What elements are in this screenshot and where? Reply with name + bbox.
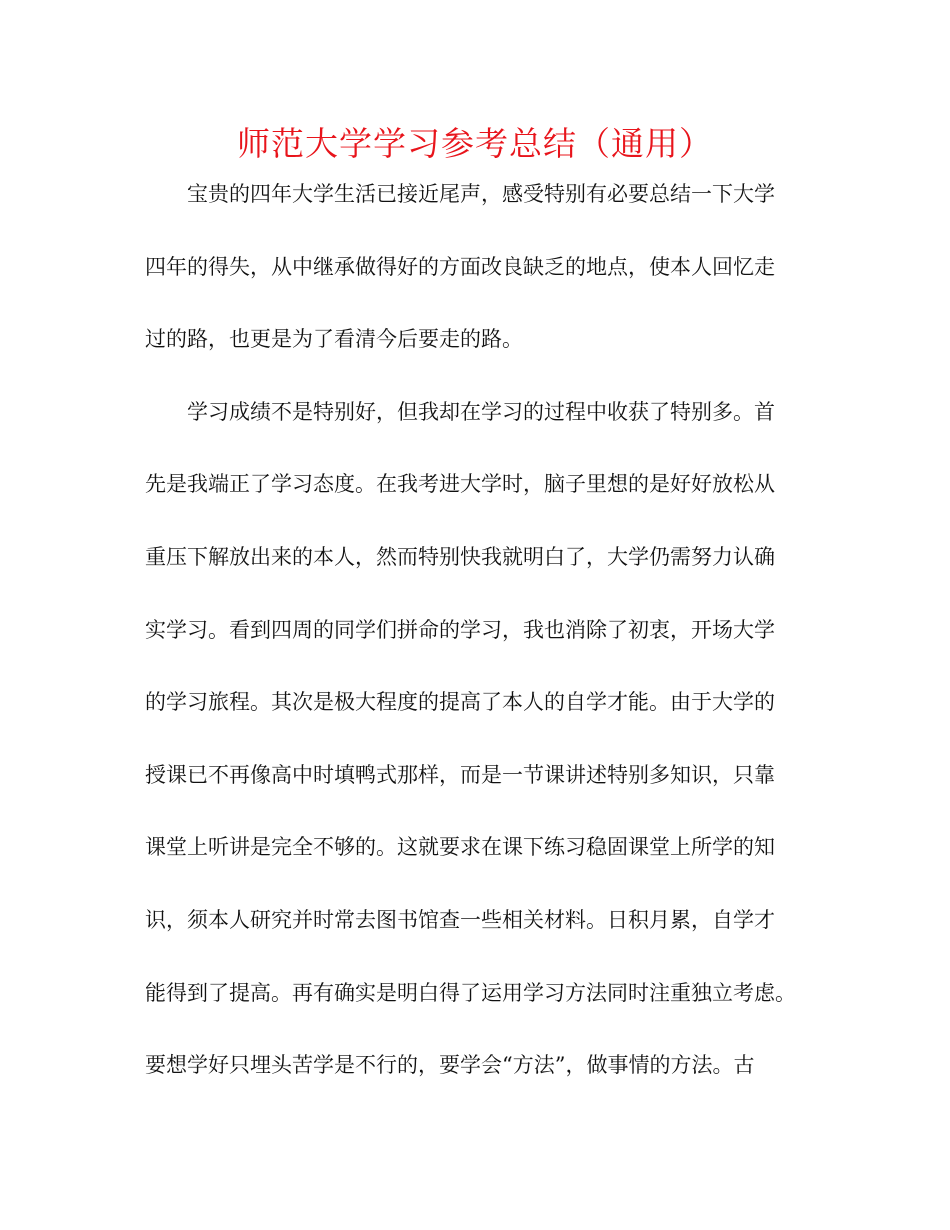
paragraph-line: 的学习旅程。其次是极大程度的提高了本人的自学才能。由于大学的 [145, 690, 775, 715]
paragraph-line: 能得到了提高。再有确实是明白得了运用学习方法同时注重独立考虑。 [145, 980, 796, 1005]
paragraph-line: 过的路，也更是为了看清今后要走的路。 [145, 327, 523, 352]
paragraph-line: 重压下解放出来的本人，然而特别快我就明白了，大学仍需努力认确 [145, 544, 775, 569]
document-body [145, 170, 815, 1114]
paragraph-line: 四年的得失，从中继承做得好的方面改良缺乏的地点，使本人回忆走 [145, 254, 775, 279]
paragraph-line: 实学习。看到四周的同学们拼命的学习，我也消除了初衷，开场大学 [145, 617, 775, 642]
paragraph-line: 先是我端正了学习态度。在我考进大学时，脑子里想的是好好放松从 [145, 472, 775, 497]
paragraph-line: 授课已不再像高中时填鸭式那样，而是一节课讲述特别多知识，只靠 [145, 762, 775, 787]
paragraph-line: 识，须本人研究并时常去图书馆查一些相关材料。日积月累，自学才 [145, 907, 775, 932]
document-title: 师范大学学习参考总结（通用） [237, 124, 713, 163]
paragraph-line: 要想学好只埋头苦学是不行的，要学会“方法”，做事情的方法。古 [145, 1053, 755, 1078]
paragraph-line: 课堂上听讲是完全不够的。这就要求在课下练习稳固课堂上所学的知 [145, 835, 775, 860]
paragraph-line: 学习成绩不是特别好，但我却在学习的过程中收获了特别多。首 [187, 399, 775, 424]
paragraph-line: 宝贵的四年大学生活已接近尾声，感受特别有必要总结一下大学 [187, 182, 775, 206]
